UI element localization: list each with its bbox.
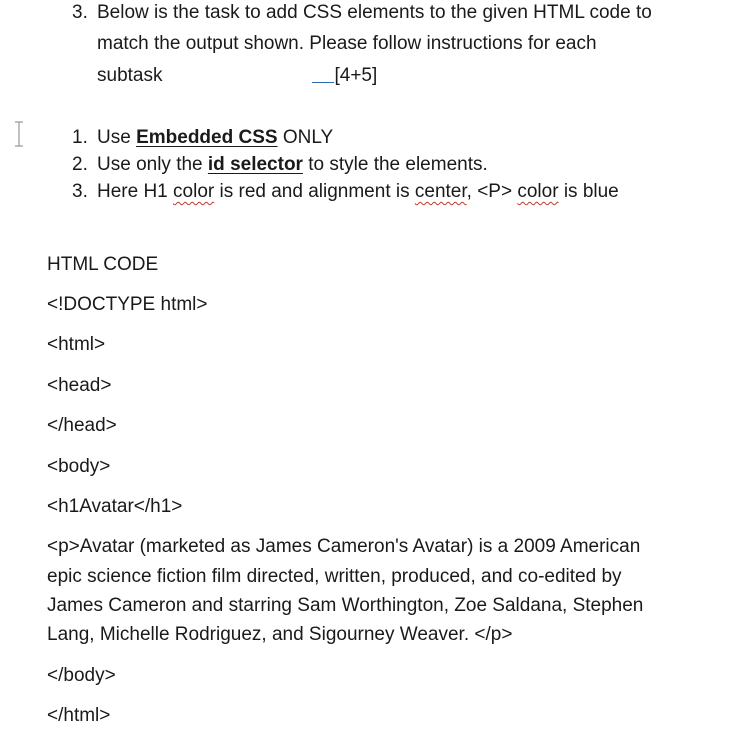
subtask-2: [97, 154, 488, 176]
code-line-body-open: <body>: [47, 456, 111, 477]
subtask-1-pre: Use: [97, 127, 137, 148]
subtask-3-a: Here H1: [97, 181, 174, 202]
code-line-head-open: <head>: [47, 375, 112, 396]
code-paragraph-line2: epic science fiction film directed, written, produced, and co-edited by: [47, 566, 622, 587]
code-line-html-close: </html>: [47, 705, 111, 726]
subtask-3-g: is blue: [558, 181, 619, 202]
code-line-doctype: <!DOCTYPE html>: [47, 294, 208, 315]
code-paragraph-line1: <p>Avatar (marketed as James Cameron's Avatar) is a 2009 American: [47, 536, 641, 557]
code-paragraph-line4: Lang, Michelle Rodriguez, and Sigourney Weaver. </p>: [47, 624, 513, 645]
task-subtask-word: subtask: [97, 65, 163, 86]
subtask-3: [97, 181, 619, 203]
task-number: 3.: [72, 2, 88, 23]
code-line-h1: <h1Avatar</h1>: [47, 496, 183, 517]
subtask-1-post: ONLY: [277, 127, 334, 148]
subtask-1-number: 1.: [72, 127, 88, 148]
subtask-3-color-word: color: [173, 181, 215, 202]
subtask-2-bold: id selector: [207, 154, 303, 175]
task-text-line3: [97, 65, 377, 87]
task-text-line1: Below is the task to add CSS elements to the given HTML code to: [97, 2, 652, 23]
subtask-3-center-word: center: [414, 181, 467, 202]
task-marks: [4+5]: [334, 65, 378, 86]
code-line-html-open: <html>: [47, 334, 106, 355]
code-heading: HTML CODE: [47, 254, 159, 275]
task-text-line2: match the output shown. Please follow instructions for each: [97, 33, 597, 54]
subtask-2-post: to style the elements.: [302, 154, 488, 175]
text-cursor-icon: [12, 120, 26, 148]
subtask-2-pre: Use only the: [97, 154, 208, 175]
subtask-3-e: , <P>: [466, 181, 518, 202]
subtask-1-bold: Embedded CSS: [136, 127, 278, 148]
subtask-3-color-word-2: color: [517, 181, 559, 202]
subtask-3-number: 3.: [72, 181, 88, 202]
subtask-1: [97, 127, 333, 149]
code-line-head-close: </head>: [47, 415, 117, 436]
subtask-2-number: 2.: [72, 154, 88, 175]
code-line-body-close: </body>: [47, 665, 116, 686]
subtask-3-c: is red and alignment is: [214, 181, 415, 202]
marks-blank: [312, 68, 334, 83]
code-paragraph-line3: James Cameron and starring Sam Worthington, Zoe Saldana, Stephen: [47, 595, 644, 616]
